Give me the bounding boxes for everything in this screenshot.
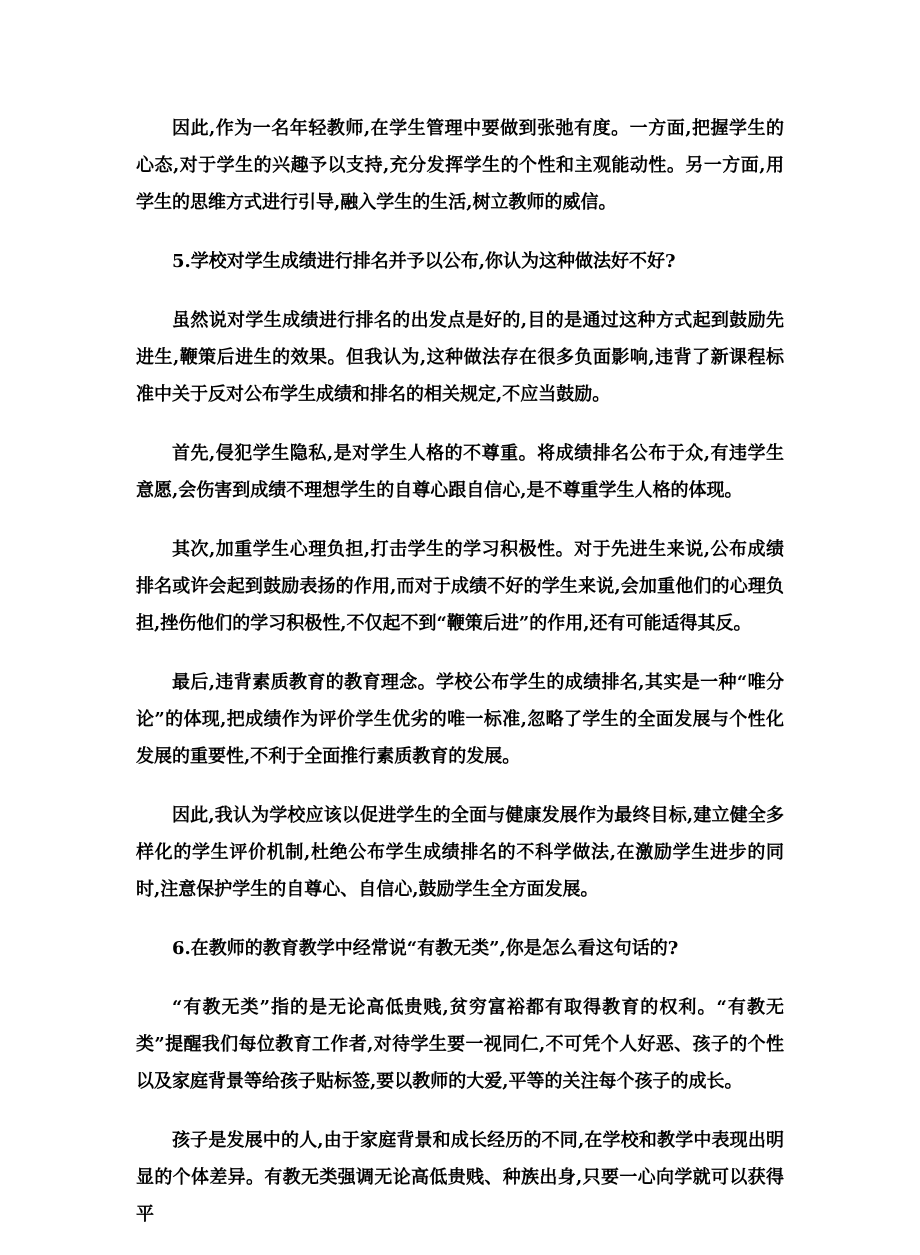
document-body bbox=[136, 110, 784, 1255]
question-5-heading: 5.学校对学生成绩进行排名并予以公布,你认为这种做法好不好? bbox=[172, 251, 676, 272]
paragraph-teacher-management: 因此,作为一名年轻教师,在学生管理中要做到张弛有度。一方面,把握学生的心态,对于学生的兴趣予以支持,充分发挥学生的个性和主观能动性。另一方面,用学生的思维方式进行引导,融入学生的生活,树立教师的威信。 bbox=[136, 118, 784, 213]
paragraph-ranking-conclusion: 因此,我认为学校应该以促进学生的全面与健康发展作为最终目标,建立健全多样化的学生评价机制,杜绝公布学生成绩排名的不科学做法,在激励学生进步的同时,注意保护学生的自尊心、自信心,鼓励学生全方面发展。 bbox=[136, 805, 784, 900]
paragraph-first-reason: 首先,侵犯学生隐私,是对学生人格的不尊重。将成绩排名公布于众,有违学生意愿,会伤害到成绩不理想学生的自尊心跟自信心,是不尊重学生人格的体现。 bbox=[136, 443, 784, 501]
question-6-heading: 6.在教师的教育教学中经常说“有教无类”,你是怎么看这句话的? bbox=[172, 938, 679, 959]
paragraph-second-reason: 其次,加重学生心理负担,打击学生的学习积极性。对于先进生来说,公布成绩排名或许会起到鼓励表扬的作用,而对于成绩不好的学生来说,会加重他们的心理负担,挫伤他们的学习积极性,不仅起不到“鞭策后进”的作用,还有可能适得其反。 bbox=[136, 539, 784, 634]
paragraph-youjiao-meaning: “有教无类”指的是无论高低贵贱,贫穷富裕都有取得教育的权利。“有教无类”提醒我们每位教育工作者,对待学生要一视同仁,不可凭个人好恶、孩子的个性以及家庭背景等给孩子贴标签,要以教师的大爱,平等的关注每个孩子的成长。 bbox=[136, 997, 784, 1092]
paragraph-third-reason: 最后,违背素质教育的教育理念。学校公布学生的成绩排名,其实是一种“唯分论”的体现,把成绩作为评价学生优劣的唯一标准,忽略了学生的全面发展与个性化发展的重要性,不利于全面推行素质教育的发展。 bbox=[136, 672, 784, 767]
paragraph-individual-differences: 孩子是发展中的人,由于家庭背景和成长经历的不同,在学校和教学中表现出明显的个体差异。有教无类强调无论高低贵贱、种族出身,只要一心向学就可以获得平 bbox=[136, 1130, 784, 1225]
paragraph-ranking-opinion: 虽然说对学生成绩进行排名的出发点是好的,目的是通过这种方式起到鼓励先进生,鞭策后进生的效果。但我认为,这种做法存在很多负面影响,违背了新课程标准中关于反对公布学生成绩和排名的相关规定,不应当鼓励。 bbox=[136, 310, 784, 405]
